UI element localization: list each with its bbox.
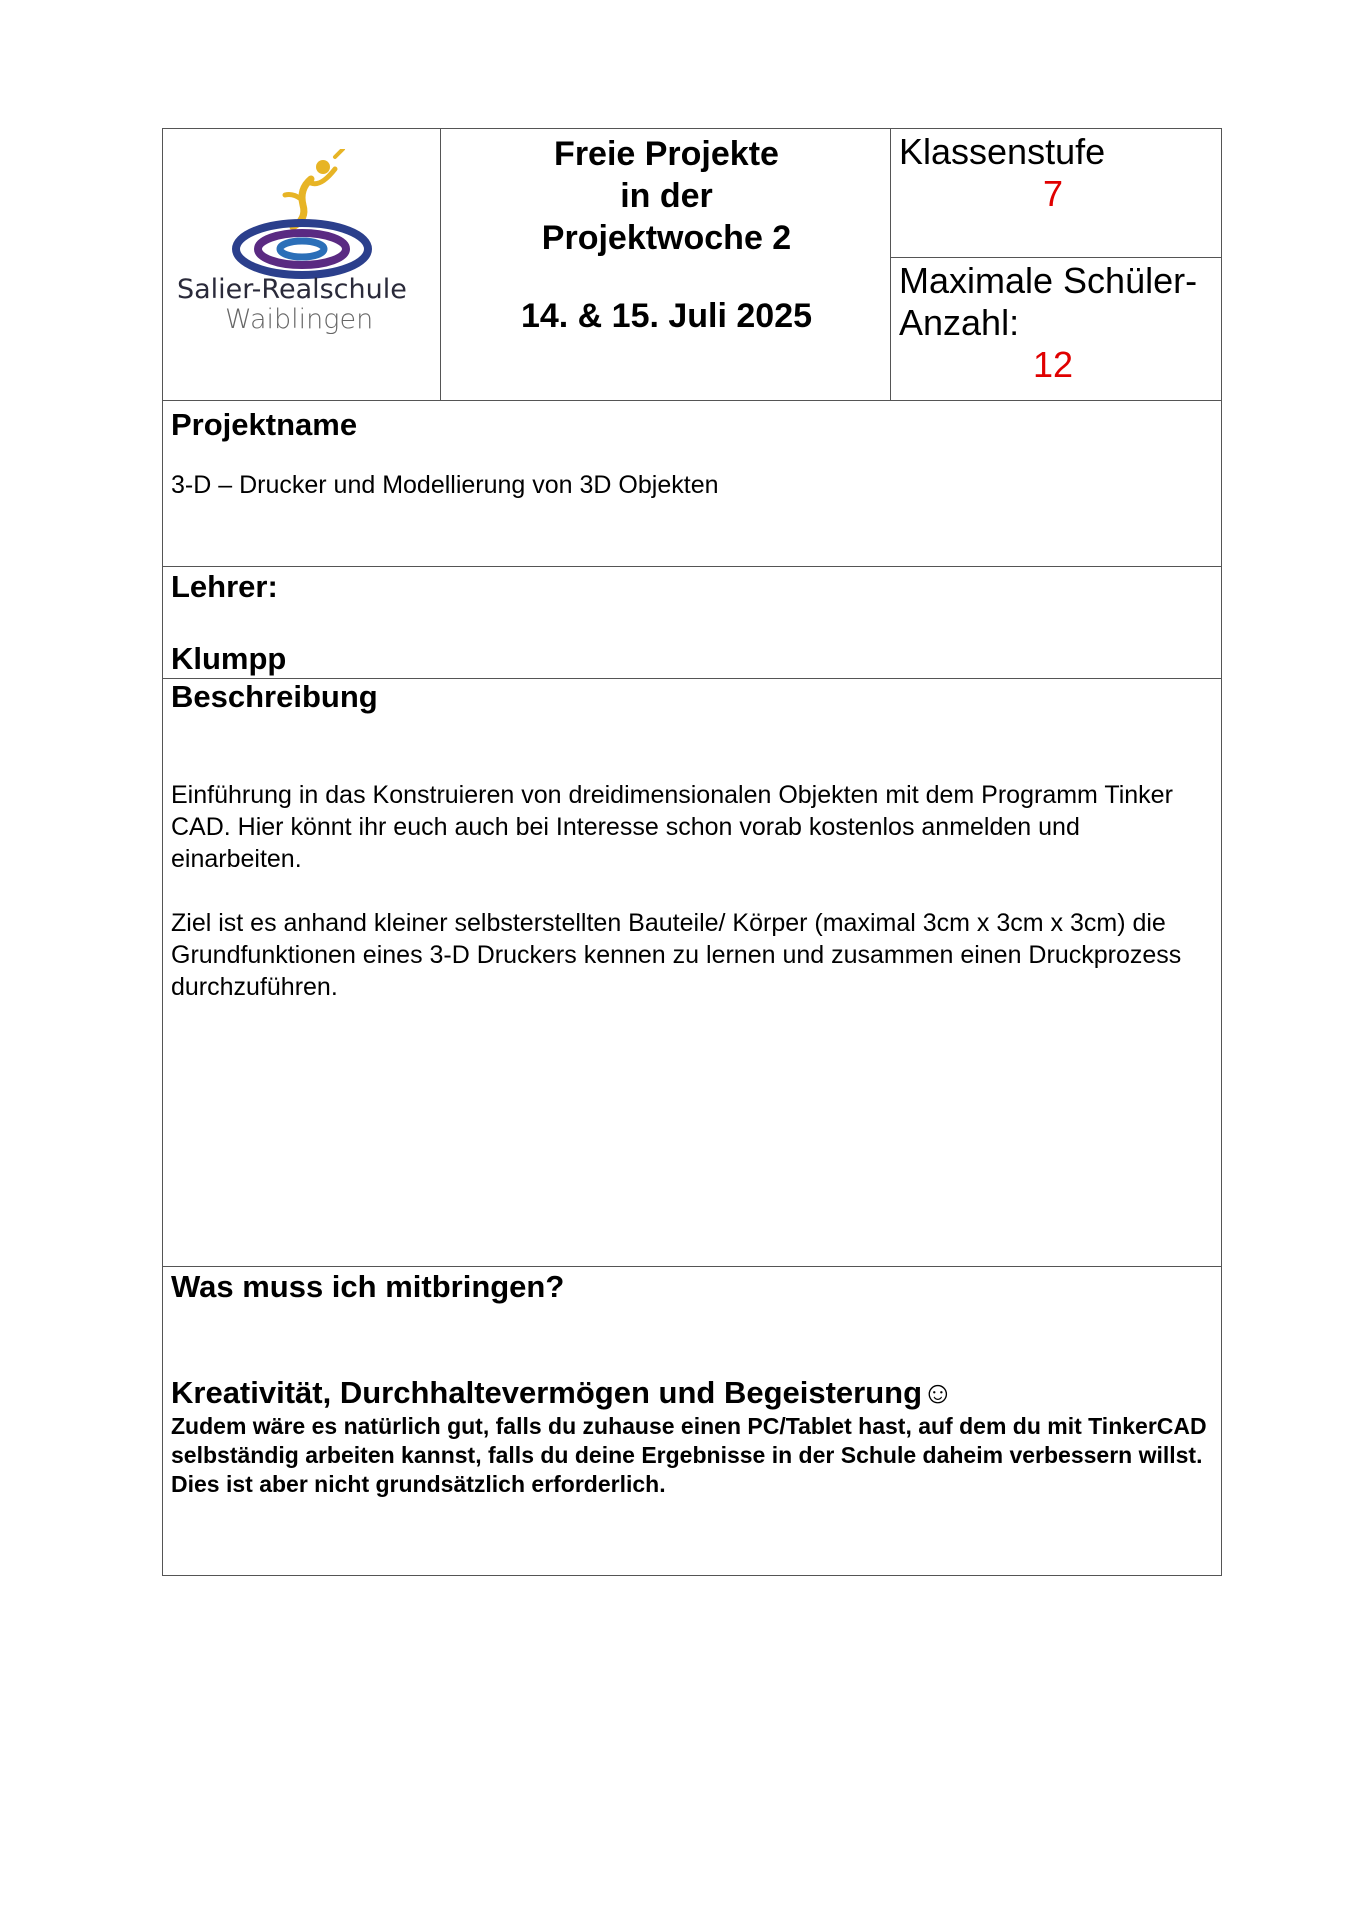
projektname-section bbox=[162, 400, 1222, 567]
projektname-heading: Projektname bbox=[171, 407, 358, 442]
title-line-2: in der bbox=[620, 177, 713, 215]
lehrer-heading: Lehrer: bbox=[171, 569, 278, 604]
school-name: Salier-Realschule bbox=[177, 274, 407, 305]
klassenstufe-cell bbox=[890, 128, 1222, 258]
max-students-cell bbox=[890, 257, 1222, 401]
beschreibung-heading: Beschreibung bbox=[171, 679, 378, 714]
lehrer-name: Klumpp bbox=[171, 641, 287, 676]
klassenstufe-label: Klassenstufe bbox=[899, 131, 1106, 172]
beschreibung-paragraph-2: Ziel ist es anhand kleiner selbsterstellten Bauteile/ Körper (maximal 3cm x 3cm x 3cm) die Grundfunktionen eines 3-D Druckers kennen zu lernen und zusammen einen Druckprozess durchzuführen. bbox=[171, 909, 1182, 1001]
beschreibung-paragraph-1: Einführung in das Konstruieren von dreidimensionalen Objekten mit dem Programm Tinker CAD. Hier könnt ihr euch auch bei Interesse schon vorab kostenlos anmelden und einarbeiten. bbox=[171, 781, 1173, 873]
mitbringen-note: Zudem wäre es natürlich gut, falls du zuhause einen PC/Tablet hast, auf dem du mit TinkerCAD selbständig arbeiten kannst, falls du deine Ergebnisse in der Schule daheim verbessern willst. Dies ist aber nicht grundsätzlich erforderlich. bbox=[171, 1413, 1207, 1497]
max-students-label-line-2: Anzahl: bbox=[899, 302, 1020, 343]
projektname-value: 3-D – Drucker und Modellierung von 3D Objekten bbox=[171, 471, 719, 499]
mitbringen-heading: Was muss ich mitbringen? bbox=[171, 1269, 565, 1304]
project-sheet bbox=[162, 128, 1222, 1576]
klassenstufe-value: 7 bbox=[1043, 173, 1064, 214]
mitbringen-section bbox=[162, 1266, 1222, 1576]
school-logo-icon bbox=[227, 149, 377, 284]
title-line-1: Freie Projekte bbox=[554, 135, 779, 173]
max-students-label-line-1: Maximale Schüler- bbox=[899, 260, 1198, 301]
logo-cell bbox=[162, 128, 441, 401]
max-students-value: 12 bbox=[1033, 344, 1074, 385]
lehrer-section bbox=[162, 566, 1222, 679]
title-line-3: Projektwoche 2 bbox=[541, 219, 792, 257]
beschreibung-section bbox=[162, 678, 1222, 1267]
mitbringen-highlight: Kreativität, Durchhaltevermögen und Begeisterung☺ bbox=[171, 1375, 954, 1410]
school-city: Waiblingen bbox=[225, 304, 374, 335]
title-cell bbox=[440, 128, 891, 401]
project-date: 14. & 15. Juli 2025 bbox=[520, 297, 813, 335]
